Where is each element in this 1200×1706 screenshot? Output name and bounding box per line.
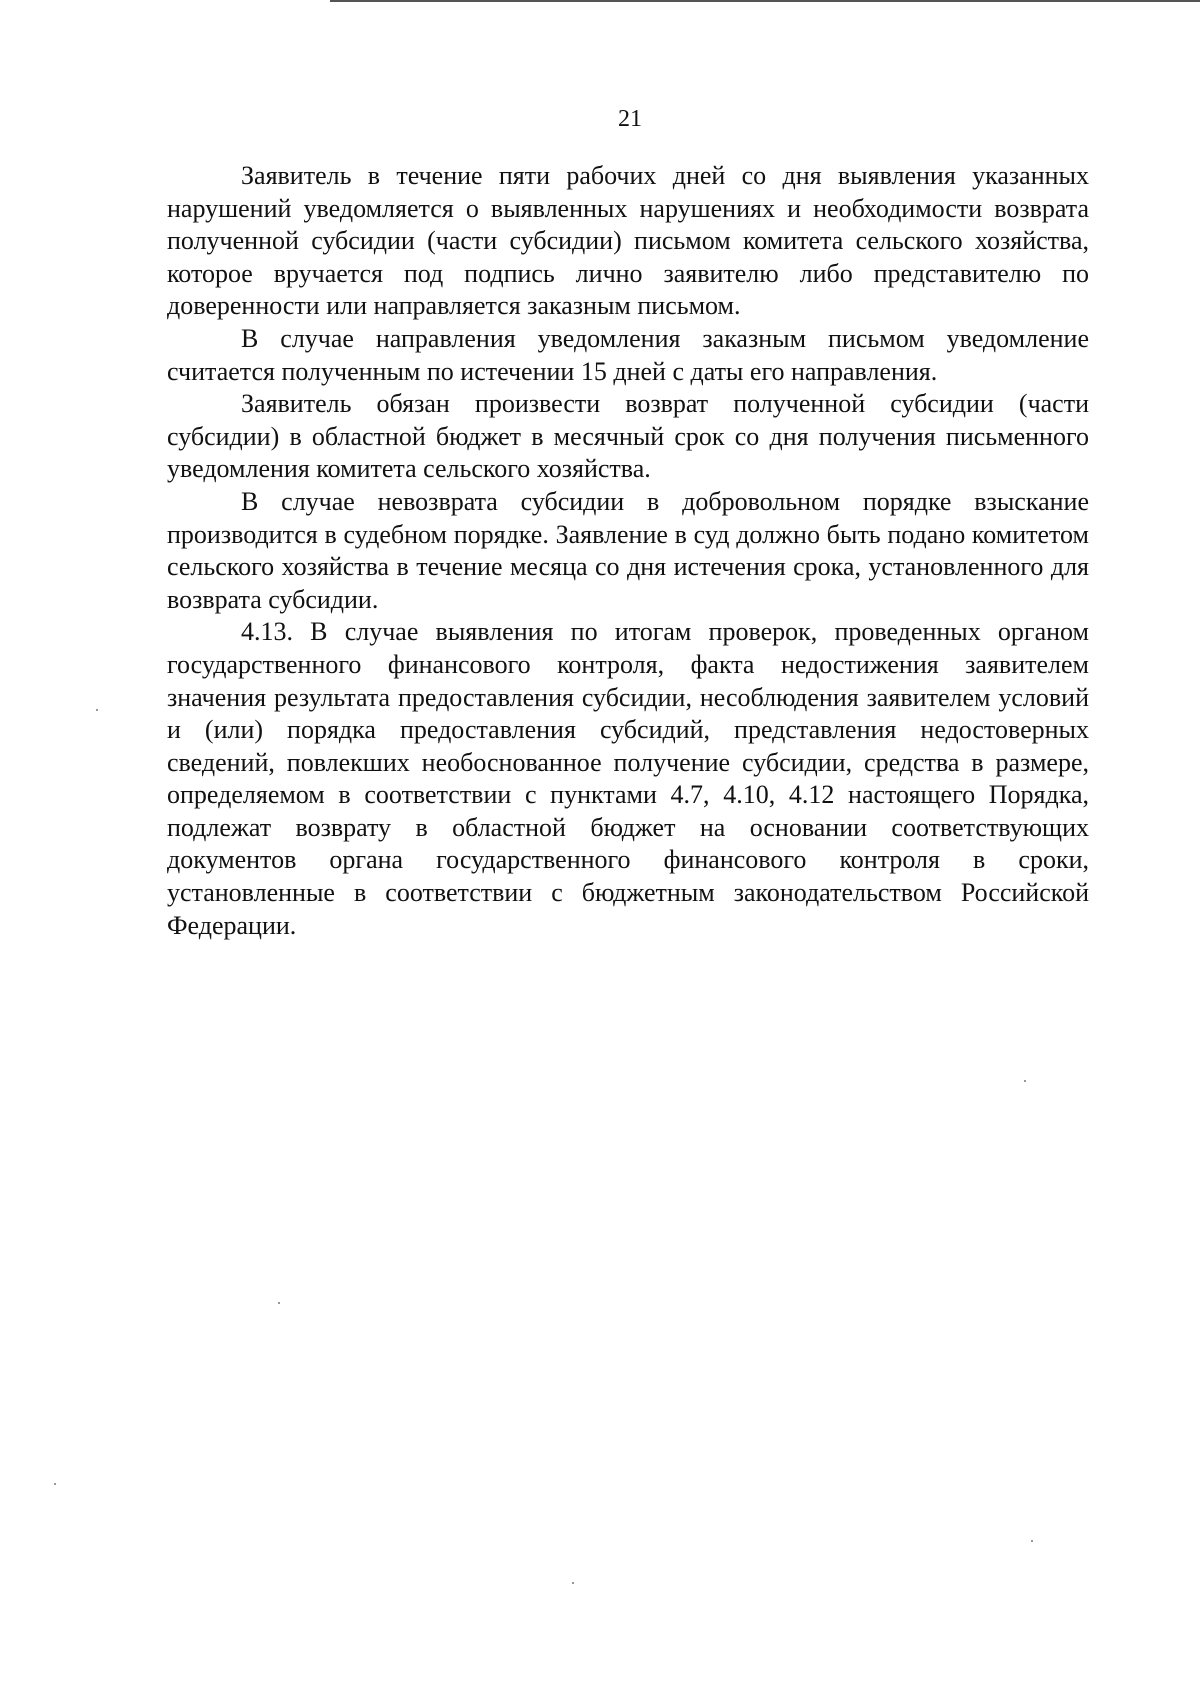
- scan-speck: [96, 709, 98, 711]
- scan-speck: [1031, 1540, 1033, 1542]
- scan-speck: [278, 1302, 280, 1304]
- scan-speck: [1024, 1080, 1026, 1082]
- scan-speck: [572, 1582, 574, 1584]
- document-body: [167, 160, 1089, 942]
- paragraph: 4.13. В случае выявления по итогам проверок, проведенных органом государственного финансового контроля, факта недостижения заявителем значения результата предоставления субсидии, несоблюдения заявителем условий и (или) порядка предоставления субсидий, представления недостоверных сведений, повлекших необоснованное получение субсидии, средства в размере, определяемом в соответствии с пунктами 4.7, 4.10, 4.12 настоящего Порядка, подлежат возврату в областной бюджет на основании соответствующих документов органа государственного финансового контроля в сроки, установленные в соответствии с бюджетным законодательством Российской Федерации.: [167, 617, 1089, 940]
- paragraph: Заявитель в течение пяти рабочих дней со дня выявления указанных нарушений уведомляется о выявленных нарушениях и необходимости возврата полученной субсидии (части субсидии) письмом комитета сельского хозяйства, которое вручается под подпись лично заявителю либо представителю по доверенности или направляется заказным письмом.: [167, 161, 1089, 321]
- scan-speck: [54, 1483, 56, 1485]
- paragraph: В случае невозврата субсидии в добровольном порядке взыскание производится в судебном порядке. Заявление в суд должно быть подано комитетом сельского хозяйства в течение месяца со дня истечения срока, установленного для возврата субсидии.: [167, 486, 1089, 614]
- scan-top-edge: [330, 0, 1200, 2]
- paragraph: В случае направления уведомления заказным письмом уведомление считается полученным по истечении 15 дней с даты его направления.: [167, 323, 1089, 386]
- paragraph: Заявитель обязан произвести возврат полученной субсидии (части субсидии) в областной бюджет в месячный срок со дня получения письменного уведомления комитета сельского хозяйства.: [167, 389, 1089, 484]
- page-number: 21: [618, 106, 642, 132]
